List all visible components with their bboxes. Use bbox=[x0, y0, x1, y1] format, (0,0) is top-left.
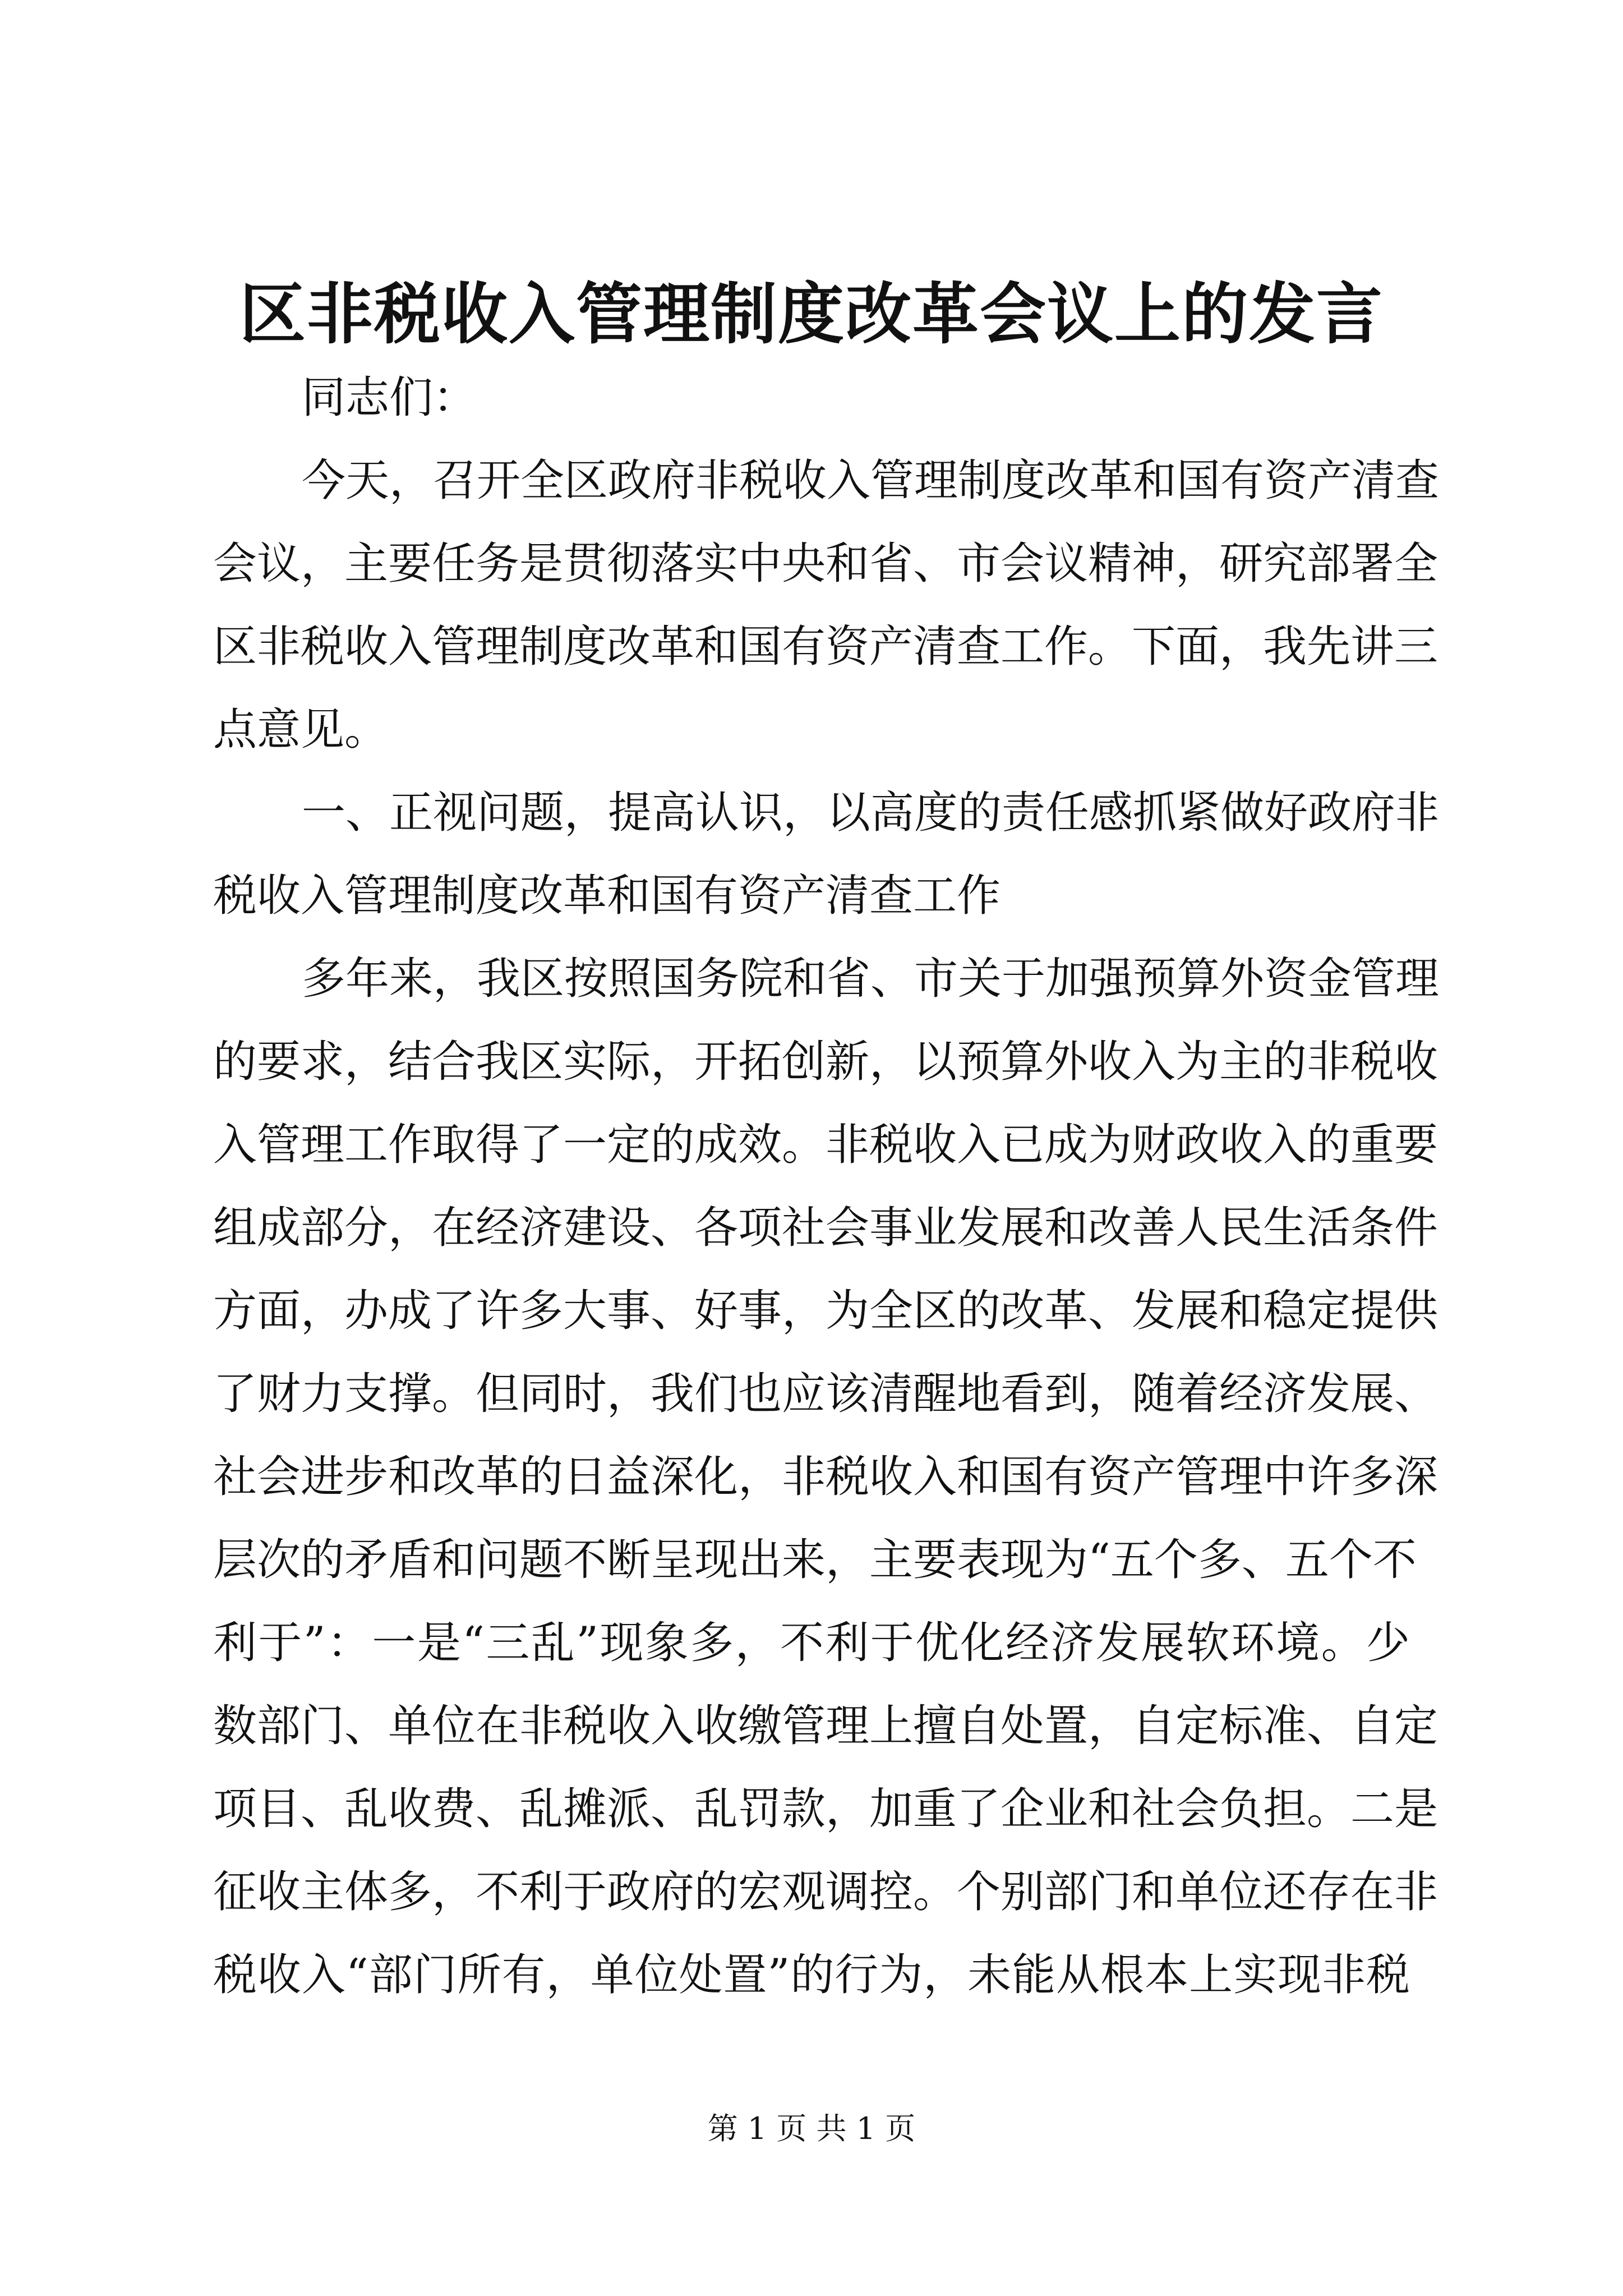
text-line: 会议，主要任务是贯彻落实中央和省、市会议精神，研究部署全 bbox=[213, 539, 1438, 589]
text-line: 项目、乱收费、乱摊派、乱罚款，加重了企业和社会负担。二是 bbox=[213, 1784, 1438, 1834]
text-line: 方面，办成了许多大事、好事，为全区的改革、发展和稳定提供 bbox=[213, 1286, 1438, 1336]
text-line: 利于”：一是“三乱”现象多，不利于优化经济发展软环境。少 bbox=[213, 1618, 1410, 1668]
text-line: 征收主体多，不利于政府的宏观调控。个别部门和单位还存在非 bbox=[213, 1867, 1438, 1917]
text-line: 入管理工作取得了一定的成效。非税收入已成为财政收入的重要 bbox=[213, 1120, 1438, 1170]
text-line: 的要求，结合我区实际，开拓创新，以预算外收入为主的非税收 bbox=[213, 1037, 1438, 1087]
text-line: 层次的矛盾和问题不断呈现出来，主要表现为“五个多、五个不 bbox=[213, 1535, 1417, 1585]
text-line: 点意见。 bbox=[213, 705, 389, 755]
text-line: 了财力支撑。但同时，我们也应该清醒地看到，随着经济发展、 bbox=[213, 1369, 1438, 1419]
text-line: 数部门、单位在非税收入收缴管理上擅自处置，自定标准、自定 bbox=[213, 1701, 1438, 1751]
text-line: 税收入管理制度改革和国有资产清查工作 bbox=[213, 871, 1001, 921]
text-line: 今天，召开全区政府非税收入管理制度改革和国有资产清查 bbox=[302, 455, 1440, 506]
page-number-footer: 第 1 页 共 1 页 bbox=[707, 2111, 916, 2146]
document-body bbox=[213, 356, 1440, 2017]
text-line: 社会进步和改革的日益深化，非税收入和国有资产管理中许多深 bbox=[213, 1452, 1438, 1502]
text-line: 同志们： bbox=[302, 372, 477, 423]
document-title: 区非税收入管理制度改革会议上的发言 bbox=[239, 275, 1384, 353]
text-line: 税收入“部门所有，单位处置”的行为，未能从根本上实现非税 bbox=[213, 1950, 1410, 2000]
text-line: 组成部分，在经济建设、各项社会事业发展和改善人民生活条件 bbox=[213, 1203, 1438, 1253]
text-line: 多年来，我区按照国务院和省、市关于加强预算外资金管理 bbox=[302, 954, 1440, 1004]
text-line: 区非税收入管理制度改革和国有资产清查工作。下面，我先讲三 bbox=[213, 622, 1438, 672]
text-line: 一、正视问题，提高认识，以高度的责任感抓紧做好政府非 bbox=[302, 788, 1440, 838]
